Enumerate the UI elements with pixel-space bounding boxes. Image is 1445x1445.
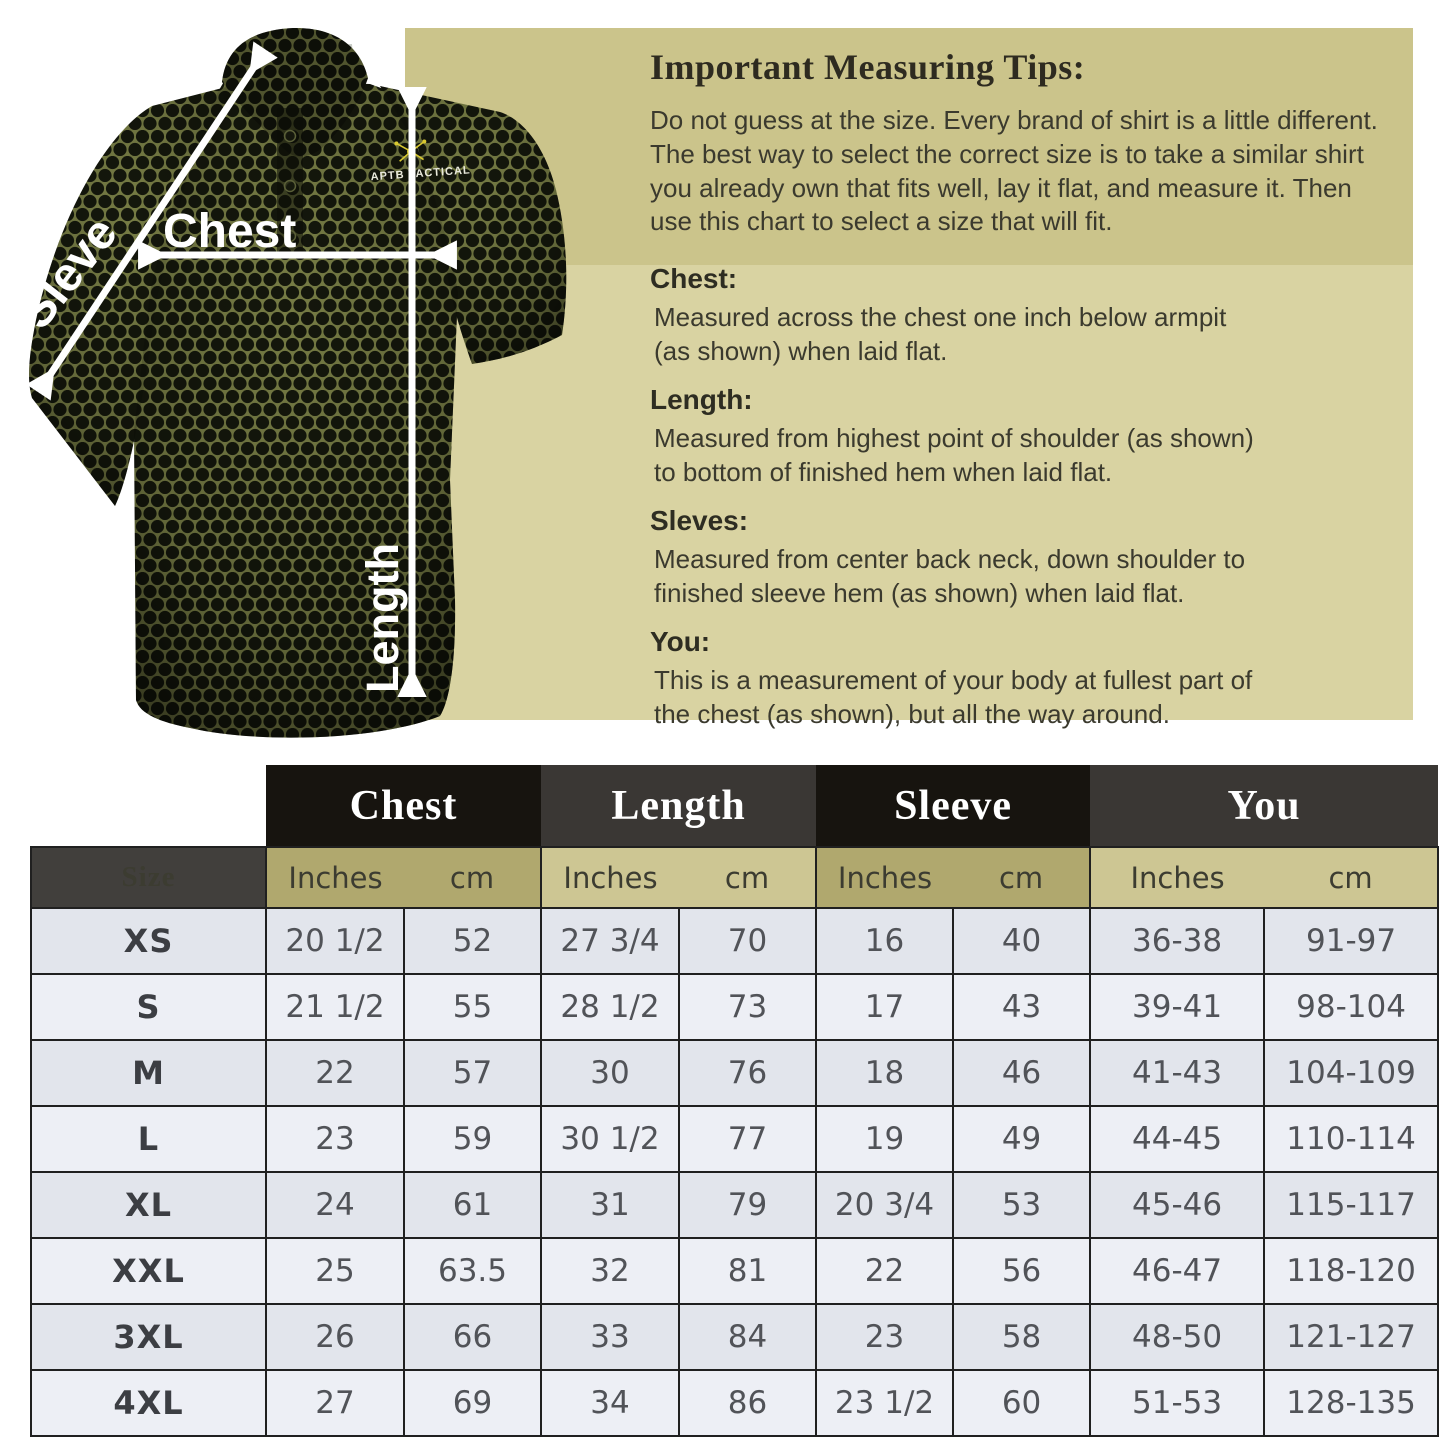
table-row-3xl [31,1304,1438,1370]
tip-body-sleeves: Measured from center back neck, down shoulder to finished sleeve hem (as shown) when laid flat. [654,544,1246,608]
group-header-row [31,765,1438,847]
table-row-xxl [31,1238,1438,1304]
cell: 32 [541,1238,679,1304]
cell: 39-41 [1090,974,1264,1040]
cell: 61 [404,1172,541,1238]
tip-section-you [650,626,1400,731]
cell: 121-127 [1264,1304,1438,1370]
cell: 73 [679,974,816,1040]
cell: 27 [266,1370,404,1436]
cell: L [31,1106,266,1172]
cell: 27 3/4 [541,908,679,974]
cell: 34 [541,1370,679,1436]
cell: 86 [679,1370,816,1436]
cell: 52 [404,908,541,974]
cell: 46 [953,1040,1090,1106]
cell: 63.5 [404,1238,541,1304]
chest-label: Chest [163,205,297,258]
tip-heading-you: You: [650,626,711,658]
unit-header-row [31,847,1438,908]
table-row-xl [31,1172,1438,1238]
cell: 118-120 [1264,1238,1438,1304]
tips-intro: Do not guess at the size. Every brand of shirt is a little different. The best way to select the correct size is to take a similar shirt you already own that fits well, lay it flat, and measure it. Then use this chart to select a size that will fit. [650,105,1378,237]
shirt-measurement-diagram [0,0,585,748]
tip-heading-length: Length: [650,384,753,416]
tip-heading-sleeves: Sleves: [650,505,749,537]
cell: S [31,974,266,1040]
cell: 25 [266,1238,404,1304]
cell: M [31,1040,266,1106]
cell: 115-117 [1264,1172,1438,1238]
cell: 19 [816,1106,953,1172]
sleeve-label: Sleve [8,207,128,339]
tip-section-sleeves [650,505,1400,610]
cell: 55 [404,974,541,1040]
brand-logo-text: APTB TACTICAL [370,164,472,184]
cell: 84 [679,1304,816,1370]
cell: XS [31,908,266,974]
cell: 4XL [31,1370,266,1436]
cell: 30 1/2 [541,1106,679,1172]
size-header: Size [31,847,266,908]
cell: 104-109 [1264,1040,1438,1106]
table-row-s [31,974,1438,1040]
cell: 36-38 [1090,908,1264,974]
tip-body-you: This is a measurement of your body at fullest part of the chest (as shown), but all the way around. [654,665,1253,729]
you-cm-header: cm [1264,847,1438,908]
cell: 28 1/2 [541,974,679,1040]
cell: 23 [266,1106,404,1172]
cell: 91-97 [1264,908,1438,974]
cell: 24 [266,1172,404,1238]
cell: 66 [404,1304,541,1370]
cell: 18 [816,1040,953,1106]
cell: 30 [541,1040,679,1106]
group-header-you: You [1090,765,1438,847]
cell: 21 1/2 [266,974,404,1040]
cell: 31 [541,1172,679,1238]
tip-heading-chest: Chest: [650,263,738,295]
table-row-4xl [31,1370,1438,1436]
cell: 48-50 [1090,1304,1264,1370]
size-chart-table [30,765,1439,1437]
cell: 53 [953,1172,1090,1238]
cell: 43 [953,974,1090,1040]
length-inches-header: Inches [541,847,679,908]
cell: 128-135 [1264,1370,1438,1436]
group-header-length: Length [541,765,816,847]
group-header-sleeve: Sleeve [816,765,1090,847]
group-header-chest: Chest [266,765,541,847]
cell: 79 [679,1172,816,1238]
cell: 20 1/2 [266,908,404,974]
cell: 60 [953,1370,1090,1436]
cell: 20 3/4 [816,1172,953,1238]
cell: 33 [541,1304,679,1370]
tip-section-length [650,384,1400,489]
table-row-m [31,1040,1438,1106]
cell: 23 [816,1304,953,1370]
cell: 58 [953,1304,1090,1370]
sleeve-cm-header: cm [953,847,1090,908]
tip-body-chest: Measured across the chest one inch below armpit (as shown) when laid flat. [654,302,1227,366]
cell: 17 [816,974,953,1040]
cell: XL [31,1172,266,1238]
cell: 51-53 [1090,1370,1264,1436]
table-row-l [31,1106,1438,1172]
cell: 59 [404,1106,541,1172]
cell: 44-45 [1090,1106,1264,1172]
cell: 46-47 [1090,1238,1264,1304]
tip-section-chest [650,263,1400,368]
cell: 41-43 [1090,1040,1264,1106]
cell: 76 [679,1040,816,1106]
cell: 22 [266,1040,404,1106]
cell: 81 [679,1238,816,1304]
blank-corner-cell [31,765,266,847]
cell: 56 [953,1238,1090,1304]
cell: 57 [404,1040,541,1106]
chest-inches-header: Inches [266,847,404,908]
cell: XXL [31,1238,266,1304]
tip-body-length: Measured from highest point of shoulder (as shown) to bottom of finished hem when laid flat. [654,423,1254,487]
cell: 98-104 [1264,974,1438,1040]
cell: 26 [266,1304,404,1370]
cell: 110-114 [1264,1106,1438,1172]
chest-cm-header: cm [404,847,541,908]
you-inches-header: Inches [1090,847,1264,908]
length-label: Length [357,543,408,693]
cell: 69 [404,1370,541,1436]
cell: 22 [816,1238,953,1304]
cell: 45-46 [1090,1172,1264,1238]
cell: 23 1/2 [816,1370,953,1436]
measuring-tips [650,46,1400,731]
table-row-xs [31,908,1438,974]
sleeve-inches-header: Inches [816,847,953,908]
length-cm-header: cm [679,847,816,908]
cell: 70 [679,908,816,974]
cell: 40 [953,908,1090,974]
polo-shirt [29,28,566,738]
tips-title: Important Measuring Tips: [650,47,1086,87]
cell: 16 [816,908,953,974]
cell: 3XL [31,1304,266,1370]
cell: 49 [953,1106,1090,1172]
cell: 77 [679,1106,816,1172]
